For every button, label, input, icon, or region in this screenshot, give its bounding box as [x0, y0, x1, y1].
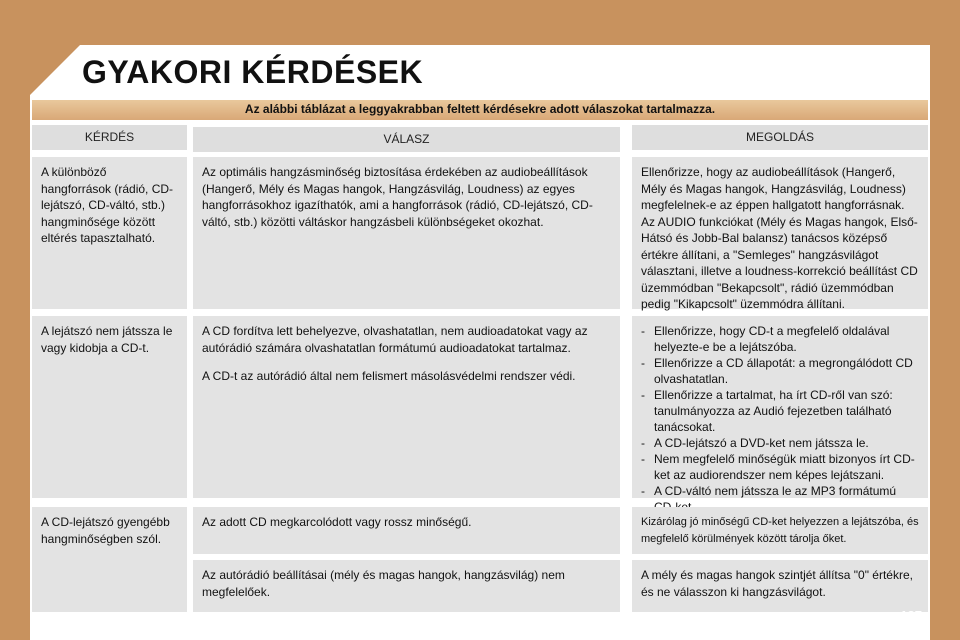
row3-solution-b: A mély és magas hangok szintjét állítsa "0" értékre, és ne válasszon ki hangzásvilágot. [632, 560, 928, 612]
row1-question: A különböző hangforrások (rádió, CD-lejátszó, CD-váltó, stb.) hangminősége között eltérés tapasztalható. [32, 157, 187, 309]
list-item: - Ellenőrizze a tartalmat, ha írt CD-ről van szó: tanulmányozza az Audió fejezetben található tanácsokat. [641, 387, 920, 435]
page-corner-fold [30, 45, 80, 95]
row1-answer: Az optimális hangzásminőség biztosítása érdekében az audiobeállítások (Hangerő, Mély és Magas hangok, Hangzásvilág, Loudness) az egyes hangforrásokhoz igazíthatók, ami a hangforrások (rádió, CD-lejátszó, CD-váltó, stb.) közötti váltáskor hangzásbeli különbségeket okozhat. [193, 157, 620, 309]
header-solution: MEGOLDÁS [632, 125, 928, 150]
list-item: - A CD-váltó nem játssza le az MP3 formátumú [641, 483, 920, 515]
row2-solution-list [641, 323, 920, 515]
row2-answer-p2: A CD-t az autórádió által nem felismert másolásvédelmi rendszer védi. [202, 369, 576, 383]
row2-question: A lejátszó nem játssza le vagy kidobja a CD-t. [32, 316, 187, 498]
header-answer: VÁLASZ [193, 127, 620, 152]
row3-answer-a: Az adott CD megkarcolódott vagy rossz minőségű. [193, 507, 620, 554]
list-item: - Ellenőrizze a CD állapotát: a megrongálódott CD olvashatatlan. [641, 355, 920, 387]
row3-answer-b: Az autórádió beállításai (mély és magas hangok, hangzásvilág) nem megfelelőek. [193, 560, 620, 612]
page-number: 137 [900, 608, 922, 623]
row2-answer-p1: A CD fordítva lett behelyezve, olvashatatlan, nem audioadatokat vagy az autórádió számára olvashatatlan formátumú audioadatokat tartalmaz. [202, 324, 588, 355]
list-item: - A CD-lejátszó a DVD-ket nem játssza le. [641, 435, 920, 451]
header-question: KÉRDÉS [32, 125, 187, 150]
list-item: - Nem megfelelő minőségük miatt bizonyos írt CD-ket az audiorendszer nem képes lejátszani. [641, 451, 920, 483]
watermark: carmanualsonline.info [600, 615, 813, 637]
row3-question: A CD-lejátszó gyengébb hangminőségben szól. [32, 507, 187, 612]
list-item: - Ellenőrizze, hogy CD-t a megfelelő oldalával helyezte-e be a lejátszóba. [641, 323, 920, 355]
page-title: GYAKORI KÉRDÉSEK [82, 54, 424, 90]
row3-solution-a: Kizárólag jó minőségű CD-ket helyezzen a lejátszóba, és megfelelő körülmények között tárolja őket. [632, 507, 928, 554]
row2-answer [193, 316, 620, 498]
row2-solution [632, 316, 928, 498]
subtitle: Az alábbi táblázat a leggyakrabban feltett kérdésekre adott válaszokat tartalmazza. [244, 102, 716, 116]
row1-solution: Ellenőrizze, hogy az audiobeállítások (Hangerő, Mély és Magas hangok, Hangzásvilág, Loudness) megfelelnek-e az éppen hallgatott hangforrásnak. Az AUDIO funkciókat (Mély és Magas hangok, Első-Hátsó és Jobb-Bal balansz) tanácsos középső értékre állítani, a "Semleges" hangzásvilágot választani, illetve a loudness-korrekció beállítást CD üzemmódban "Bekapcsolt", rádió üzemmódban pedig "Kikapcsolt" üzemmódra állítani. [632, 157, 928, 309]
